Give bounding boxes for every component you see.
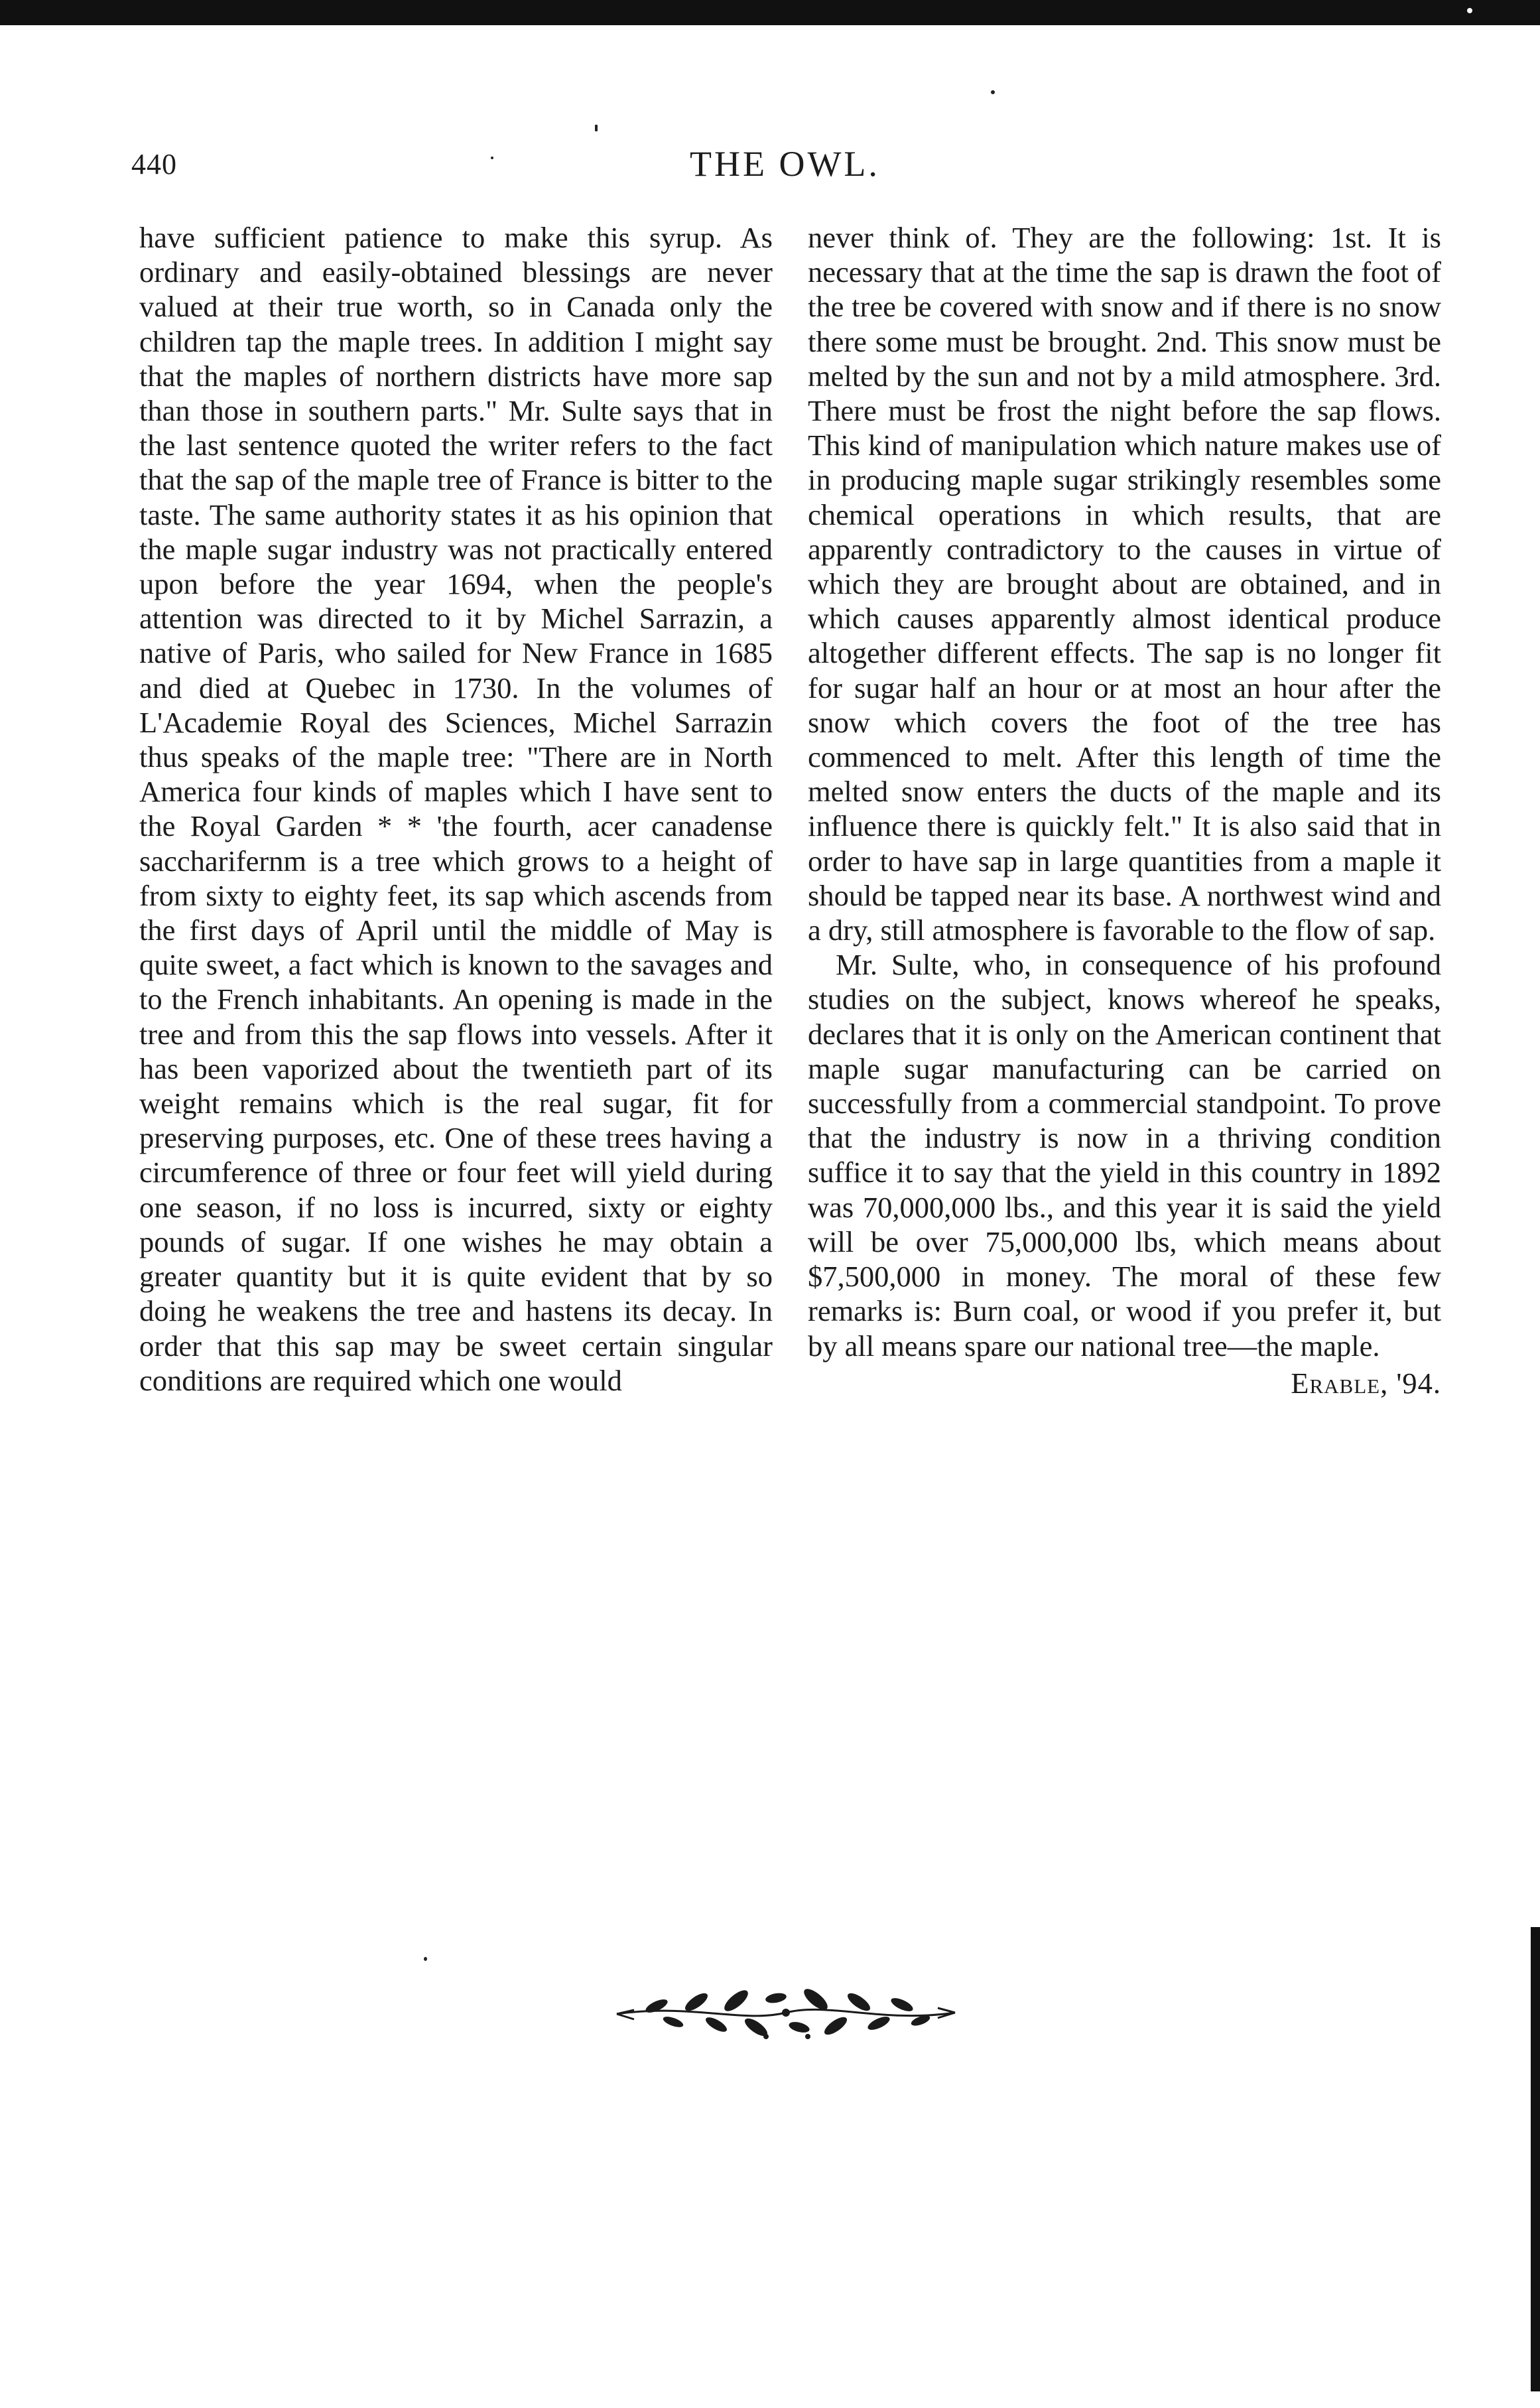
right-column (808, 220, 1441, 1400)
signature-year: '94. (1396, 1366, 1441, 1400)
right-column-paragraph-1: never think of. They are the following: 1st. It is necessary that at the time the sap is drawn the foot of the tree be covered with snow and if there is no snow there some must be brought. 2nd. This snow must be melted by the sun and not by a mild atmosphere. 3rd. There must be frost the night before the sap flows. This kind of manipulation which nature makes use of in producing maple sugar strikingly resembles some chemical operations in which results, that are apparently contradictory to the causes in virtue of which they are brought about are obtained, and in which causes apparently almost identical produce altogether different effects. The sap is no longer fit for sugar half an hour or at most an hour after the snow which covers the foot of the tree has commenced to melt. After this length of time the melted snow enters the ducts of the maple and its influence there is quickly felt." It is also said that in order to have sap in large quantities from a maple it should be tapped near its base. A northwest wind and a dry, still atmosphere is favorable to the flow of sap. (808, 221, 1441, 947)
ink-speck (1467, 8, 1472, 13)
ink-speck (424, 1957, 427, 1961)
signature-name: Erable, (1291, 1366, 1389, 1400)
right-column-paragraph-2: Mr. Sulte, who, in consequence of his profound studies on the subject, knows whereof he speaks, declares that it is only on the American continent that maple sugar manufacturing can be carried on successfully from a commercial standpoint. To prove that the industry is now in a thriving condition suffice it to say that the yield in this country in 1892 was 70,000,000 lbs., and this year it is said the yield will be over 75,000,000 lbs, which means about $7,500,000 in money. The moral of these few remarks is: Burn coal, or wood if you prefer it, but by all means spare our national tree—the maple. (808, 948, 1441, 1363)
left-column-text: have sufficient patience to make this syrup. As ordinary and easily-obtained blessings are never valued at their true worth, so in Canada only the children tap the maple trees. In addition I might say that the maples of northern districts have more sap than those in southern parts." Mr. Sulte says that in the last sentence quoted the writer refers to the fact that the sap of the maple tree of France is bitter to the taste. The same authority states it as his opinion that the maple sugar industry was not practically entered upon before the year 1694, when the people's attention was directed to it by Michel Sarrazin, a native of Paris, who sailed for New France in 1685 and died at Quebec in 1730. In the volumes of L'Academie Royal des Sciences, Michel Sarrazin thus speaks of the maple tree: "There are in North America four kinds of maples which I have sent to the Royal Garden * * 'the fourth, acer canadense saccharifernm is a tree which grows to a height of from sixty to eighty feet, its sap which ascends from the first days of April until the middle of May is quite sweet, a fact which is known to the savages and to the French inhabitants. An opening is made in the tree and from this the sap flows into vessels. After it has been vaporized about the twentieth part of its weight remains which is the real sugar, fit for preserving purposes, etc. One of these trees having a circumference of three or four feet will yield during one season, if no loss is incurred, sixty or eighty pounds of sugar. If one wishes he may obtain a greater quantity but it is quite evident that by so doing he weakens the tree and hastens its decay. In order that this sap may be sweet certain singular conditions are required which one would (139, 221, 773, 1397)
page-number: 440 (131, 148, 177, 180)
top-border-rule (0, 0, 1540, 25)
running-head-title: THE OWL. (690, 144, 880, 184)
left-column (139, 220, 773, 1398)
leaf-vine-ornament-icon (610, 1983, 962, 2043)
ink-speck (991, 90, 995, 94)
right-edge-rule (1531, 1927, 1540, 2391)
author-signature (808, 1366, 1441, 1400)
ink-speck (491, 157, 493, 159)
ink-speck (595, 125, 598, 131)
